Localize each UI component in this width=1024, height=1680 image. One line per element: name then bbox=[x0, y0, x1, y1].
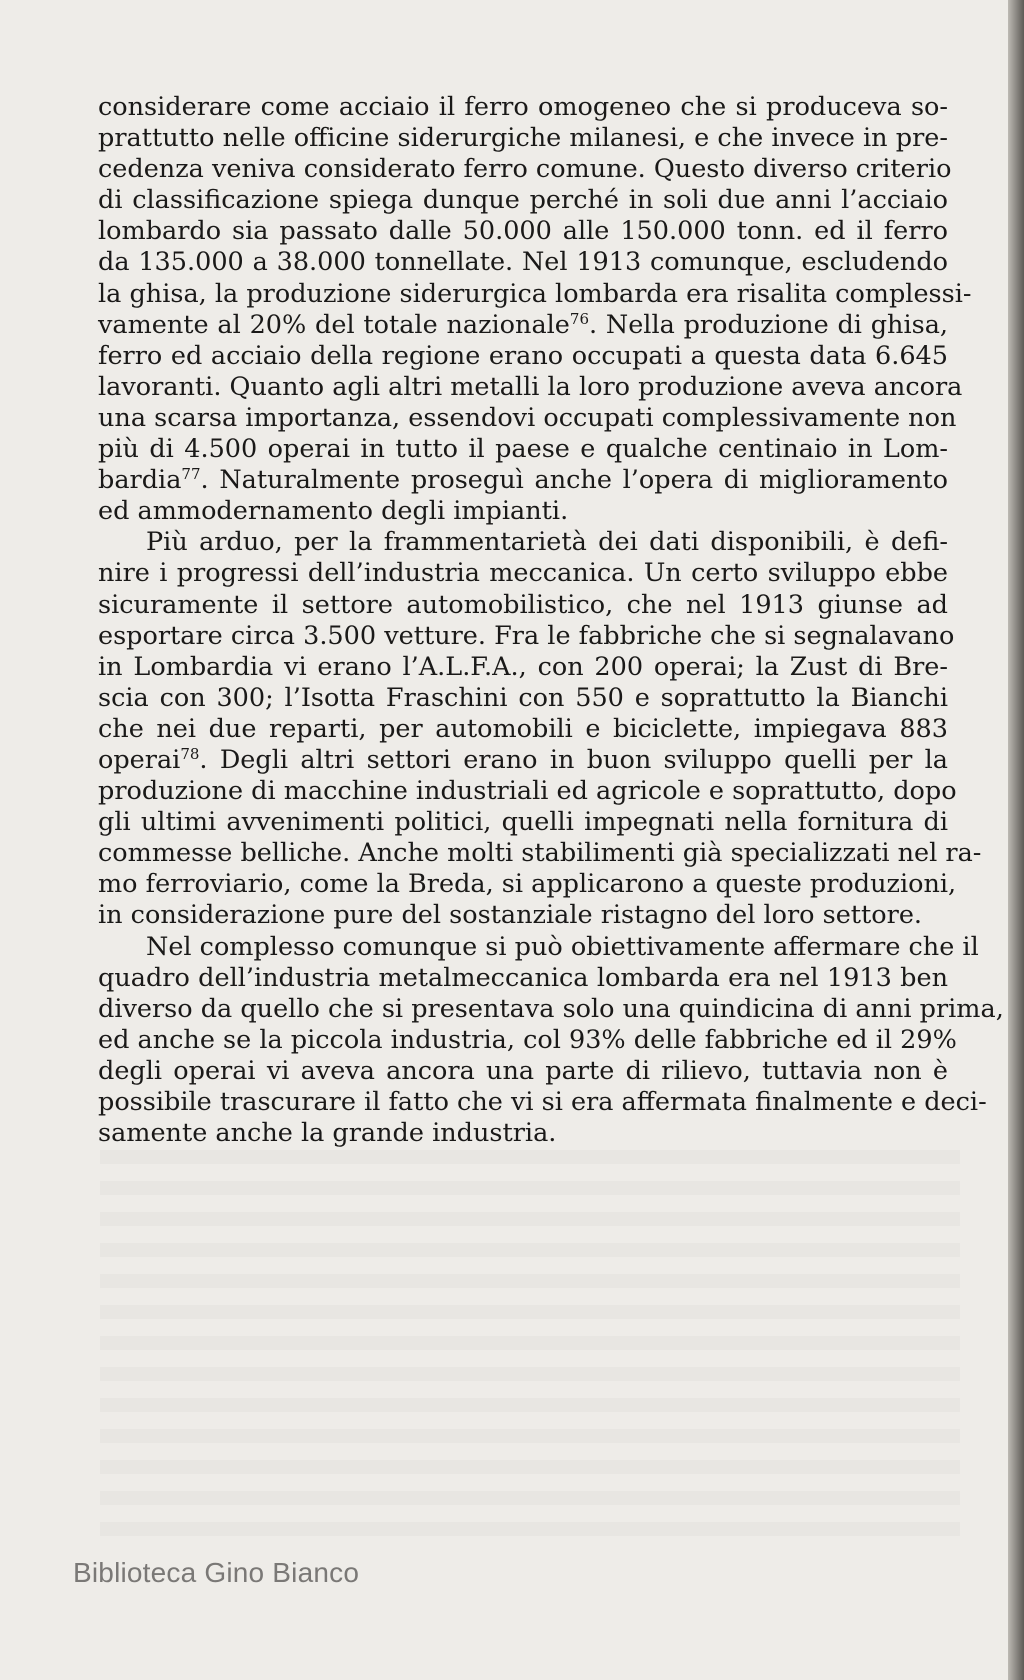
text-line bbox=[98, 900, 948, 931]
text-line bbox=[98, 216, 948, 247]
text-line bbox=[98, 745, 948, 776]
text-line-content: considerare come acciaio il ferro omogeneo che si produceva so- bbox=[98, 92, 948, 122]
text-line-content: samente anche la grande industria. bbox=[98, 1118, 557, 1149]
text-line-content: bardia bbox=[98, 465, 182, 496]
text-line-content: quadro dell’industria metalmeccanica lombarda era nel 1913 ben bbox=[98, 962, 948, 993]
text-line-content: produzione di macchine industriali ed agricole e soprattutto, dopo bbox=[98, 776, 957, 807]
text-line-continuation: . Degli altri settori erano in buon sviluppo quelli per la bbox=[199, 744, 948, 775]
text-line-content: possibile trascurare il fatto che vi si era affermata finalmente e deci- bbox=[98, 1087, 987, 1117]
text-line-content: ferro ed acciaio della regione erano occupati a questa data 6.645 bbox=[98, 340, 948, 371]
text-line bbox=[98, 402, 957, 434]
footnote-marker: 77 bbox=[181, 465, 201, 484]
text-line bbox=[98, 465, 948, 496]
footnote-marker: 78 bbox=[180, 744, 200, 763]
text-line bbox=[98, 1087, 987, 1118]
text-line bbox=[98, 963, 948, 994]
text-line bbox=[98, 310, 948, 341]
text-line bbox=[98, 931, 979, 963]
library-stamp: Biblioteca Gino Bianco bbox=[73, 1557, 360, 1588]
text-line-continuation: . Nella produzione di ghisa, bbox=[589, 309, 948, 340]
text-line bbox=[98, 247, 948, 278]
text-line bbox=[98, 683, 948, 714]
text-line-content: lavoranti. Quanto agli altri metalli la loro produzione aveva ancora bbox=[98, 371, 963, 402]
text-line bbox=[98, 1024, 957, 1056]
text-line-content: da 135.000 a 38.000 tonnellate. Nel 1913 comunque, escludendo bbox=[98, 247, 948, 278]
text-line-content: operai bbox=[98, 744, 181, 775]
text-line-content: commesse belliche. Anche molti stabilimenti già specializzati nel ra- bbox=[98, 838, 982, 869]
text-line-content: che nei due reparti, per automobili e biciclette, impiegava 883 bbox=[98, 713, 948, 744]
text-line bbox=[98, 590, 948, 621]
text-line bbox=[98, 620, 955, 652]
text-line bbox=[98, 527, 948, 558]
text-line-content: cedenza veniva considerato ferro comune. Questo diverso criterio bbox=[98, 154, 952, 185]
text-line-content: Nel complesso comunque si può obiettivamente affermare che il bbox=[146, 931, 979, 962]
text-line-content: una scarsa importanza, essendovi occupati complessivamente non bbox=[98, 402, 957, 433]
text-line-content: di classificazione spiega dunque perché in soli due anni l’acciaio bbox=[98, 185, 948, 216]
text-line-content: Più arduo, per la frammentarietà dei dati disponibili, è defi- bbox=[146, 527, 948, 558]
text-line-content: nire i progressi dell’industria meccanica. Un certo sviluppo ebbe bbox=[98, 558, 948, 589]
text-line-content: gli ultimi avvenimenti politici, quelli impegnati nella fornitura di bbox=[98, 807, 948, 838]
text-line bbox=[98, 123, 948, 154]
text-line-content: scia con 300; l’Isotta Fraschini con 550 e soprattutto la Bianchi bbox=[98, 682, 948, 713]
text-line-content: diverso da quello che si presentava solo una quindicina di anni prima, bbox=[98, 993, 1004, 1024]
text-line-content: prattutto nelle officine siderurgiche milanesi, e che invece in pre- bbox=[98, 123, 948, 154]
text-line-continuation: . Naturalmente proseguì anche l’opera di miglioramento bbox=[200, 465, 948, 496]
text-line-content: ed ammodernamento degli impianti. bbox=[98, 496, 569, 527]
text-line bbox=[98, 341, 948, 372]
text-line bbox=[98, 154, 952, 185]
text-line-content: più di 4.500 operai in tutto il paese e qualche centinaio in Lom- bbox=[98, 434, 948, 465]
text-line bbox=[98, 278, 972, 310]
text-line bbox=[98, 371, 963, 403]
text-line bbox=[98, 1118, 948, 1149]
text-line-content: degli operai vi aveva ancora una parte di rilievo, tuttavia non è bbox=[98, 1055, 948, 1086]
page-edge-shadow bbox=[1008, 0, 1024, 1680]
text-line-content: esportare circa 3.500 vetture. Fra le fabbriche che si segnalavano bbox=[98, 620, 955, 651]
text-line-content: ed anche se la piccola industria, col 93% delle fabbriche ed il 29% bbox=[98, 1024, 957, 1055]
text-line bbox=[98, 776, 957, 807]
text-line bbox=[98, 869, 957, 900]
text-line bbox=[98, 993, 1004, 1025]
text-line-content: vamente al 20% del totale nazionale bbox=[98, 309, 570, 340]
text-line bbox=[98, 807, 948, 838]
text-line bbox=[98, 714, 948, 745]
text-line bbox=[98, 92, 948, 123]
text-line bbox=[98, 496, 948, 527]
text-line-content: la ghisa, la produzione siderurgica lombarda era risalita complessi- bbox=[98, 278, 972, 309]
text-line bbox=[98, 558, 948, 589]
text-line-content: in considerazione pure del sostanziale ristagno del loro settore. bbox=[98, 900, 923, 931]
text-line bbox=[98, 652, 948, 683]
text-line bbox=[98, 838, 982, 869]
text-line-content: in Lombardia vi erano l’A.L.F.A., con 200 operai; la Zust di Bre- bbox=[98, 651, 948, 682]
text-line bbox=[98, 434, 948, 465]
body-text bbox=[98, 92, 1004, 1149]
text-line bbox=[98, 185, 948, 216]
text-line bbox=[98, 1056, 948, 1087]
footnote-marker: 76 bbox=[569, 309, 589, 328]
text-line-content: mo ferroviario, come la Breda, si applicarono a queste produzioni, bbox=[98, 869, 957, 900]
text-line-content: lombardo sia passato dalle 50.000 alle 150.000 tonn. ed il ferro bbox=[98, 216, 948, 247]
text-line-content: sicuramente il settore automobilistico, che nel 1913 giunse ad bbox=[98, 589, 948, 620]
